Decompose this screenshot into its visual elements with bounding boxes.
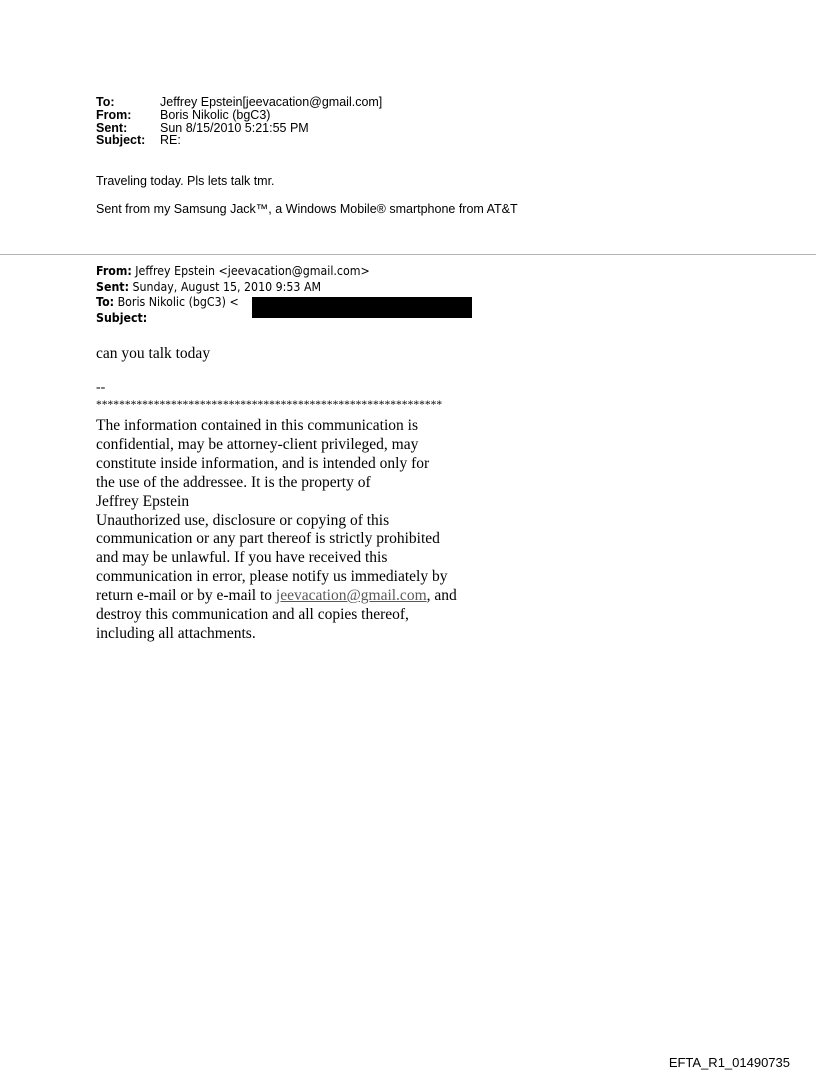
disclaimer-line: communication in error, please notify us immediately by <box>96 568 448 586</box>
email-link[interactable]: jeevacation@gmail.com <box>275 587 427 605</box>
sent-label: Sent: <box>96 120 128 135</box>
disclaimer-line: Unauthorized use, disclosure or copying of this <box>96 511 390 529</box>
disclaimer-line: communication or any part thereof is strictly prohibited <box>96 530 440 548</box>
original-to-value: Boris Nikolic (bgC3) < <box>114 295 239 309</box>
return-prefix: return e-mail or by e-mail to <box>96 587 276 605</box>
message-divider <box>0 254 816 255</box>
return-suffix: , and <box>426 587 457 605</box>
original-from-label: From: <box>96 264 132 278</box>
disclaimer-return-line <box>96 587 457 606</box>
from-label: From: <box>96 107 132 122</box>
original-sent-label: Sent: <box>96 279 129 294</box>
from-value: Boris Nikolic (bgC3) <box>160 107 271 122</box>
subject-label: Subject: <box>96 133 146 148</box>
from-row <box>96 109 382 122</box>
sent-value: Sun 8/15/2010 5:21:55 PM <box>160 120 309 135</box>
subject-row <box>96 134 382 147</box>
reply-email-body <box>96 174 518 217</box>
subject-value: RE: <box>160 133 181 148</box>
to-row <box>96 96 382 109</box>
disclaimer-line: destroy this communication and all copies thereof, <box>96 606 409 624</box>
original-sent-row <box>96 280 370 296</box>
disclaimer-line: including all attachments. <box>96 624 256 642</box>
confidentiality-disclaimer <box>96 417 457 644</box>
disclaimer-line: Jeffrey Epstein <box>96 492 190 510</box>
signature-dashes: -- <box>96 380 106 395</box>
reply-message: Traveling today. Pls lets talk tmr. <box>96 174 275 188</box>
redaction-bar <box>252 297 472 318</box>
original-message: can you talk today <box>96 345 211 362</box>
reply-email-header <box>96 96 382 147</box>
signature-stars: ************************************************************ <box>96 399 443 411</box>
disclaimer-line: the use of the addressee. It is the property of <box>96 473 371 491</box>
original-to-label: To: <box>96 295 115 309</box>
mobile-signature: Sent from my Samsung Jack™, a Windows Mobile® smartphone from AT&T <box>96 202 518 216</box>
document-id: EFTA_R1_01490735 <box>668 1055 790 1070</box>
original-from-value: Jeffrey Epstein <jeevacation@gmail.com> <box>131 264 370 278</box>
original-sent-value: Sunday, August 15, 2010 9:53 AM <box>128 279 322 294</box>
disclaimer-line: constitute inside information, and is intended only for <box>96 454 430 472</box>
disclaimer-line: and may be unlawful. If you have received this <box>96 549 388 567</box>
original-subject-label: Subject: <box>96 310 148 325</box>
original-from-row <box>96 264 370 280</box>
to-value: Jeffrey Epstein[jeevacation@gmail.com] <box>160 95 383 109</box>
disclaimer-line: confidential, may be attorney-client privileged, may <box>96 435 419 453</box>
disclaimer-line: The information contained in this communication is <box>96 417 418 434</box>
to-label: To: <box>96 95 115 109</box>
